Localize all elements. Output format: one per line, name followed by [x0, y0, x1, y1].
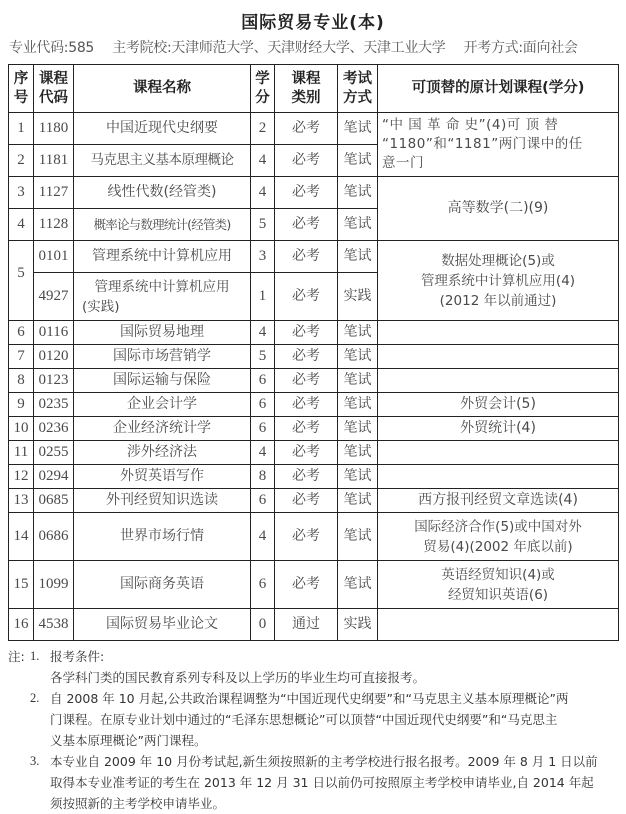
cell-code: 0294 — [34, 465, 74, 489]
cell-type: 必考 — [275, 145, 338, 177]
cell-name: 管理系统中计算机应用 (实践) — [74, 273, 251, 321]
cell-name: 企业会计学 — [74, 393, 251, 417]
cell-code: 0235 — [34, 393, 74, 417]
cell-method: 笔试 — [338, 441, 378, 465]
cell-name: 外贸英语写作 — [74, 465, 251, 489]
notes-label: 注: — [8, 649, 25, 664]
cell-type: 必考 — [275, 393, 338, 417]
cell-method: 笔试 — [338, 465, 378, 489]
table-row — [9, 441, 619, 465]
table-row — [9, 393, 619, 417]
cell-replace — [378, 345, 619, 369]
cell-type: 必考 — [275, 209, 338, 241]
header-method: 考试 方式 — [338, 65, 378, 113]
table-row — [9, 345, 619, 369]
cell-type: 必考 — [275, 345, 338, 369]
header-type: 课程 类别 — [275, 65, 338, 113]
table-row — [9, 609, 619, 641]
cell-method: 笔试 — [338, 177, 378, 209]
cell-name: 线性代数(经管类) — [74, 177, 251, 209]
cell-replace — [378, 369, 619, 393]
cell-name: 外刊经贸知识选读 — [74, 489, 251, 513]
cell-method: 笔试 — [338, 321, 378, 345]
cell-seq: 13 — [9, 489, 34, 513]
cell-replace — [378, 609, 619, 641]
cell-code: 1127 — [34, 177, 74, 209]
cell-seq: 7 — [9, 345, 34, 369]
table-row — [9, 561, 619, 609]
cell-type: 必考 — [275, 465, 338, 489]
cell-seq: 5 — [9, 241, 34, 321]
cell-name: 管理系统中计算机应用 — [74, 241, 251, 273]
cell-seq: 14 — [9, 513, 34, 561]
header-replace: 可顶替的原计划课程(学分) — [378, 65, 619, 113]
cell-code: 1181 — [34, 145, 74, 177]
cell-credit: 5 — [251, 209, 275, 241]
cell-code: 1128 — [34, 209, 74, 241]
note-text: 报考条件: — [50, 649, 105, 664]
cell-type: 必考 — [275, 369, 338, 393]
table-row — [9, 241, 619, 273]
cell-seq: 6 — [9, 321, 34, 345]
cell-type: 必考 — [275, 513, 338, 561]
cell-type: 必考 — [275, 321, 338, 345]
note-number: 1. — [30, 649, 40, 663]
course-table — [8, 64, 619, 641]
cell-replace: 数据处理概论(5)或 管理系统中计算机应用(4) (2012 年以前通过) — [378, 241, 619, 321]
cell-credit: 5 — [251, 345, 275, 369]
table-row — [9, 177, 619, 209]
cell-credit: 6 — [251, 417, 275, 441]
cell-name: 国际运输与保险 — [74, 369, 251, 393]
cell-name: 国际市场营销学 — [74, 345, 251, 369]
note-text: 须按照新的主考学校申请毕业。 — [50, 796, 226, 811]
cell-credit: 4 — [251, 321, 275, 345]
notes-section — [8, 646, 620, 814]
cell-credit: 4 — [251, 177, 275, 209]
note-number: 3. — [30, 754, 40, 768]
major-info — [9, 37, 592, 57]
cell-method: 笔试 — [338, 345, 378, 369]
cell-credit: 1 — [251, 273, 275, 321]
cell-seq: 1 — [9, 113, 34, 145]
cell-name: 涉外经济法 — [74, 441, 251, 465]
cell-method: 笔试 — [338, 145, 378, 177]
cell-method: 笔试 — [338, 209, 378, 241]
note-item — [8, 646, 620, 667]
cell-type: 必考 — [275, 113, 338, 145]
cell-code: 0236 — [34, 417, 74, 441]
cell-credit: 6 — [251, 489, 275, 513]
host-schools: 主考院校:天津师范大学、天津财经大学、天津工业大学 — [112, 40, 446, 56]
note-text: 门课程。在原专业计划中通过的“毛泽东思想概论”可以顶替“中国近现代史纲要”和“马克思主 — [50, 712, 558, 727]
cell-replace — [378, 321, 619, 345]
note-item — [8, 688, 620, 709]
cell-code: 0123 — [34, 369, 74, 393]
cell-replace: 英语经贸知识(4)或 经贸知识英语(6) — [378, 561, 619, 609]
cell-name: 国际商务英语 — [74, 561, 251, 609]
cell-credit: 3 — [251, 241, 275, 273]
page-title: 国际贸易专业(本) — [241, 13, 385, 33]
cell-code: 1099 — [34, 561, 74, 609]
cell-method: 笔试 — [338, 513, 378, 561]
cell-code: 4927 — [34, 273, 74, 321]
header-seq: 序 号 — [9, 65, 34, 113]
cell-credit: 6 — [251, 369, 275, 393]
exam-mode: 开考方式:面向社会 — [463, 40, 578, 56]
table-row — [9, 369, 619, 393]
header-code: 课程 代码 — [34, 65, 74, 113]
cell-seq: 15 — [9, 561, 34, 609]
cell-credit: 4 — [251, 145, 275, 177]
cell-credit: 0 — [251, 609, 275, 641]
table-row — [9, 465, 619, 489]
cell-method: 笔试 — [338, 561, 378, 609]
cell-method: 实践 — [338, 609, 378, 641]
cell-method: 笔试 — [338, 417, 378, 441]
cell-replace: 外贸统计(4) — [378, 417, 619, 441]
cell-seq: 9 — [9, 393, 34, 417]
cell-name: 国际贸易地理 — [74, 321, 251, 345]
cell-credit: 4 — [251, 513, 275, 561]
major-code: 专业代码:585 — [9, 40, 95, 56]
cell-seq: 8 — [9, 369, 34, 393]
cell-type: 必考 — [275, 177, 338, 209]
cell-method: 笔试 — [338, 489, 378, 513]
cell-method: 笔试 — [338, 241, 378, 273]
cell-credit: 4 — [251, 441, 275, 465]
cell-name: 国际贸易毕业论文 — [74, 609, 251, 641]
cell-name: 概率论与数理统计(经管类) — [74, 209, 251, 241]
cell-seq: 16 — [9, 609, 34, 641]
cell-replace: 国际经济合作(5)或中国对外 贸易(4)(2002 年底以前) — [378, 513, 619, 561]
header-credit: 学 分 — [251, 65, 275, 113]
cell-type: 必考 — [275, 417, 338, 441]
cell-credit: 6 — [251, 561, 275, 609]
cell-code: 0116 — [34, 321, 74, 345]
cell-code: 0101 — [34, 241, 74, 273]
cell-seq: 4 — [9, 209, 34, 241]
note-text: 义基本原理概论”两门课程。 — [50, 733, 207, 748]
table-row — [9, 417, 619, 441]
cell-type: 通过 — [275, 609, 338, 641]
cell-code: 0686 — [34, 513, 74, 561]
cell-type: 必考 — [275, 273, 338, 321]
cell-code: 1180 — [34, 113, 74, 145]
cell-type: 必考 — [275, 241, 338, 273]
cell-seq: 2 — [9, 145, 34, 177]
cell-code: 0255 — [34, 441, 74, 465]
note-text: 本专业自 2009 年 10 月份考试起,新生须按照新的主考学校进行报名报考。2009 年 8 月 1 日以前 — [50, 754, 598, 769]
cell-seq: 12 — [9, 465, 34, 489]
note-text: 各学科门类的国民教育系列专科及以上学历的毕业生均可直接报考。 — [50, 670, 426, 685]
note-item — [8, 751, 620, 772]
cell-replace — [378, 441, 619, 465]
note-number: 2. — [30, 691, 40, 705]
cell-replace: 外贸会计(5) — [378, 393, 619, 417]
cell-name: 世界市场行情 — [74, 513, 251, 561]
cell-credit: 2 — [251, 113, 275, 145]
cell-seq: 11 — [9, 441, 34, 465]
header-name: 课程名称 — [74, 65, 251, 113]
cell-name: 马克思主义基本原理概论 — [74, 145, 251, 177]
cell-type: 必考 — [275, 561, 338, 609]
cell-type: 必考 — [275, 489, 338, 513]
cell-code: 0120 — [34, 345, 74, 369]
table-row — [9, 113, 619, 145]
note-text: 取得本专业准考证的考生在 2013 年 12 月 31 日以前仍可按照原主考学校申请毕业,自 2014 年起 — [50, 775, 594, 790]
cell-name: 中国近现代史纲要 — [74, 113, 251, 145]
cell-method: 笔试 — [338, 113, 378, 145]
cell-credit: 8 — [251, 465, 275, 489]
cell-method: 笔试 — [338, 393, 378, 417]
cell-type: 必考 — [275, 441, 338, 465]
table-row — [9, 489, 619, 513]
cell-replace: “中 国 革 命 史”(4)可 顶 替 “1180”和“1181”两门课中的任 意一门 — [378, 113, 619, 177]
cell-credit: 6 — [251, 393, 275, 417]
table-header-row — [9, 65, 619, 113]
cell-replace: 西方报刊经贸文章选读(4) — [378, 489, 619, 513]
cell-replace: 高等数学(二)(9) — [378, 177, 619, 241]
cell-seq: 10 — [9, 417, 34, 441]
cell-seq: 3 — [9, 177, 34, 209]
cell-method: 实践 — [338, 273, 378, 321]
table-row — [9, 513, 619, 561]
cell-code: 0685 — [34, 489, 74, 513]
cell-replace — [378, 465, 619, 489]
table-row — [9, 321, 619, 345]
note-text: 自 2008 年 10 月起,公共政治课程调整为“中国近现代史纲要”和“马克思主义基本原理概论”两 — [50, 691, 569, 706]
cell-name: 企业经济统计学 — [74, 417, 251, 441]
cell-code: 4538 — [34, 609, 74, 641]
cell-method: 笔试 — [338, 369, 378, 393]
